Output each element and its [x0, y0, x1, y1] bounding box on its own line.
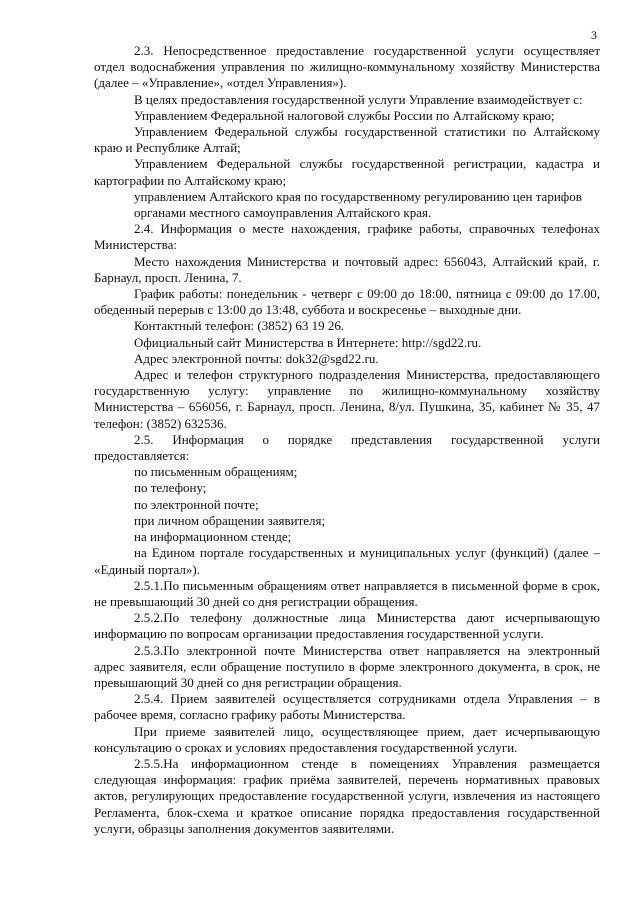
paragraph-phone: Контактный телефон: (3852) 63 19 26. [134, 318, 345, 334]
paragraph-interaction-intro: В целях предоставления государственной услуги Управление взаимодействует с: [134, 91, 583, 107]
page-number: 3 [591, 28, 597, 42]
paragraph-2-5-2: 2.5.2.По телефону должностные лица Министерства дают исчерпывающую информацию по вопросам организации предоставления государственной услуги. [94, 610, 600, 642]
list-item: при личном обращении заявителя; [134, 512, 326, 528]
paragraph-2-4: 2.4. Информация о месте нахождения, графике работы, справочных телефонах Министерства: [94, 221, 600, 253]
paragraph-statistics-service: Управлением Федеральной службы государственной статистики по Алтайскому краю и Республике Алтай; [94, 124, 600, 156]
paragraph-2-5: 2.5. Информация о порядке представления государственной услуги предоставляется: [94, 431, 600, 464]
paragraph-schedule: График работы: понедельник - четверг с 09:00 до 18:00, пятница с 09:00 до 17.00, обеденный перерыв с 13:00 до 13:48, суббота и воскресенье – выходные дни. [94, 286, 600, 318]
document-body [94, 43, 600, 837]
paragraph-tax-service: Управлением Федеральной налоговой службы России по Алтайскому краю; [134, 107, 555, 123]
list-item: на информационном стенде; [134, 529, 292, 545]
paragraph-tariff-regulation: управлением Алтайского края по государственному регулированию цен тарифов [134, 188, 582, 204]
paragraph-address: Место нахождения Министерства и почтовый адрес: 656043, Алтайский край, г. Барнаул, просп. Ленина, 7. [94, 253, 600, 285]
list-item: по письменным обращениям; [134, 464, 298, 480]
list-item: по телефону; [134, 480, 207, 496]
paragraph-registration-service: Управлением Федеральной службы государственной регистрации, кадастра и картографии по Алтайскому краю; [94, 156, 600, 188]
paragraph-2-5-4: 2.5.4. Прием заявителей осуществляется сотрудниками отдела Управления – в рабочее время, согласно графику работы Министерства. [94, 691, 600, 723]
paragraph-website: Официальный сайт Министерства в Интернете: http://sgd22.ru. [134, 334, 482, 350]
list-item: по электронной почте; [134, 496, 259, 512]
paragraph-local-government: органами местного самоуправления Алтайского края. [134, 205, 432, 221]
paragraph-department-address: Адрес и телефон структурного подразделения Министерства, предоставляющего государственную услугу: управление по жилищно-коммунальному хозяйству Министерства – 656056, г. Барнаул, просп. Ленина, 8/ул. Пушкина, 35, кабинет № 35, 47 телефон: (3852) 632536. [94, 367, 600, 431]
list-item: на Едином портале государственных и муниципальных услуг (функций) (далее – «Единый портал»). [94, 545, 600, 577]
paragraph-email: Адрес электронной почты: dok32@sgd22.ru. [134, 350, 379, 366]
paragraph-reception: При приеме заявителей лицо, осуществляющее прием, дает исчерпывающую консультацию о сроках и условиях предоставления государственной услуги. [94, 723, 600, 755]
paragraph-2-5-3: 2.5.3.По электронной почте Министерства ответ направляется на электронный адрес заявителя, если обращение поступило в форме электронного документа, в срок, не превышающий 30 дней со дня регистрации обращения. [94, 642, 600, 690]
paragraph-2-3: 2.3. Непосредственное предоставление государственной услуги осуществляет отдел водоснабжения управления по жилищно-коммунальному хозяйству Министерства (далее – «Управление», «отдел Управления»). [94, 43, 600, 91]
paragraph-2-5-5: 2.5.5.На информационном стенде в помещениях Управления размещается следующая информация: график приёма заявителей, перечень нормативных правовых актов, регулирующих предоставление государственной услуги, извлечения из настоящего Регламента, блок-схема и краткое описание порядка предоставления государственной услуги, образцы заполнения документов заявителями. [94, 755, 600, 836]
paragraph-2-5-1: 2.5.1.По письменным обращениям ответ направляется в письменной форме в срок, не превышающий 30 дней со дня регистрации обращения. [94, 577, 600, 609]
